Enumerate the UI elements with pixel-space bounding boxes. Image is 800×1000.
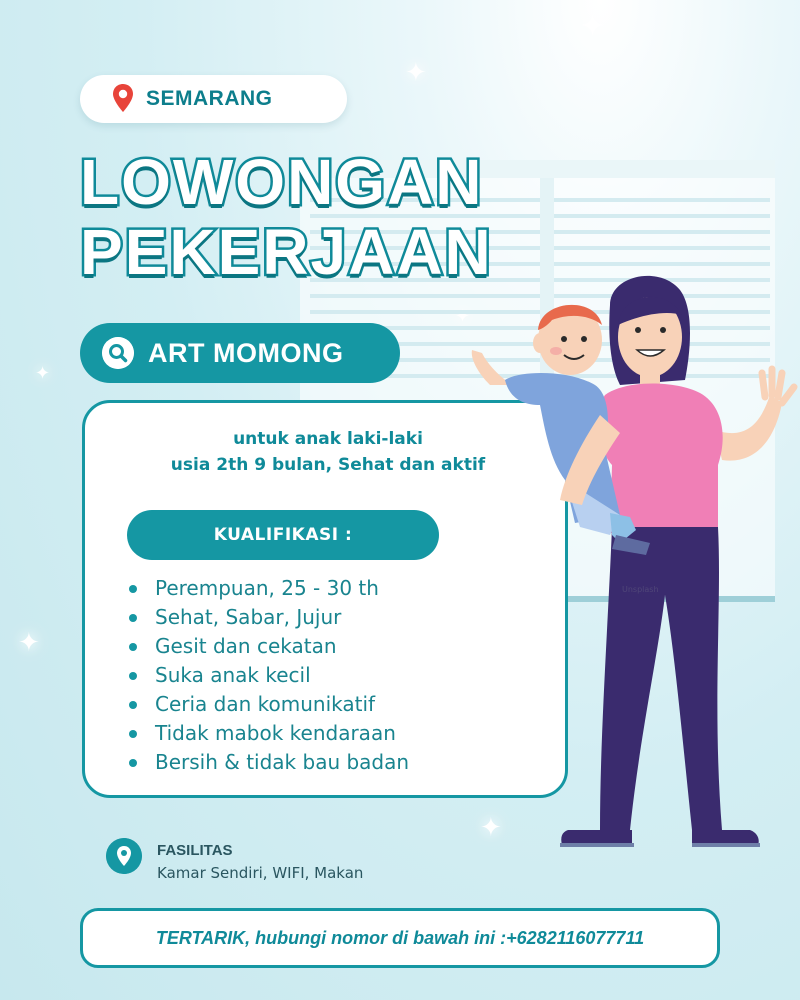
bullet-icon bbox=[129, 614, 137, 622]
qualifications-list bbox=[127, 574, 409, 777]
bullet-icon bbox=[129, 701, 137, 709]
location-icon bbox=[106, 838, 142, 874]
bullet-icon bbox=[129, 672, 137, 680]
watermark-text: Unsplash bbox=[622, 585, 659, 594]
list-item: Bersih & tidak bau badan bbox=[127, 748, 409, 777]
headline-line-2: PEKERJAAN bbox=[80, 216, 493, 288]
location-pill bbox=[80, 75, 347, 123]
qualifications-label: KUALIFIKASI : bbox=[213, 525, 353, 545]
sparkle-icon: ✦ bbox=[480, 813, 502, 843]
sparkle-icon: ✦ bbox=[35, 363, 51, 384]
list-item: Suka anak kecil bbox=[127, 661, 409, 690]
job-title-pill bbox=[80, 323, 400, 383]
sparkle-icon: ✦ bbox=[405, 58, 427, 88]
qualifications-header bbox=[127, 510, 439, 560]
list-item: Ceria dan komunikatif bbox=[127, 690, 409, 719]
contact-bar bbox=[80, 908, 720, 968]
bullet-icon bbox=[129, 643, 137, 651]
map-pin-icon bbox=[112, 83, 134, 113]
list-item: Tidak mabok kendaraan bbox=[127, 719, 409, 748]
job-title: ART MOMONG bbox=[148, 338, 344, 368]
bullet-icon bbox=[129, 730, 137, 738]
description-line-2: usia 2th 9 bulan, Sehat dan aktif bbox=[170, 455, 486, 475]
sparkle-icon: ✦ bbox=[18, 628, 40, 658]
location-label: SEMARANG bbox=[146, 87, 273, 110]
search-icon bbox=[102, 337, 134, 369]
headline-line-1: LOWONGAN bbox=[80, 146, 484, 218]
bullet-icon bbox=[129, 759, 137, 767]
list-item: Gesit dan cekatan bbox=[127, 632, 409, 661]
description-line-1: untuk anak laki-laki bbox=[233, 429, 423, 449]
contact-text: TERTARIK, hubungi nomor di bawah ini :+6282116077711 bbox=[155, 927, 645, 948]
sparkle-icon: ✦ bbox=[580, 9, 606, 44]
list-item: Perempuan, 25 - 30 th bbox=[127, 574, 409, 603]
list-item: Sehat, Sabar, Jujur bbox=[127, 603, 409, 632]
facilities-title: FASILITAS bbox=[157, 842, 233, 859]
bullet-icon bbox=[129, 585, 137, 593]
woman-holding-child-illustration bbox=[460, 265, 800, 855]
facilities-text: Kamar Sendiri, WIFI, Makan bbox=[157, 864, 364, 882]
